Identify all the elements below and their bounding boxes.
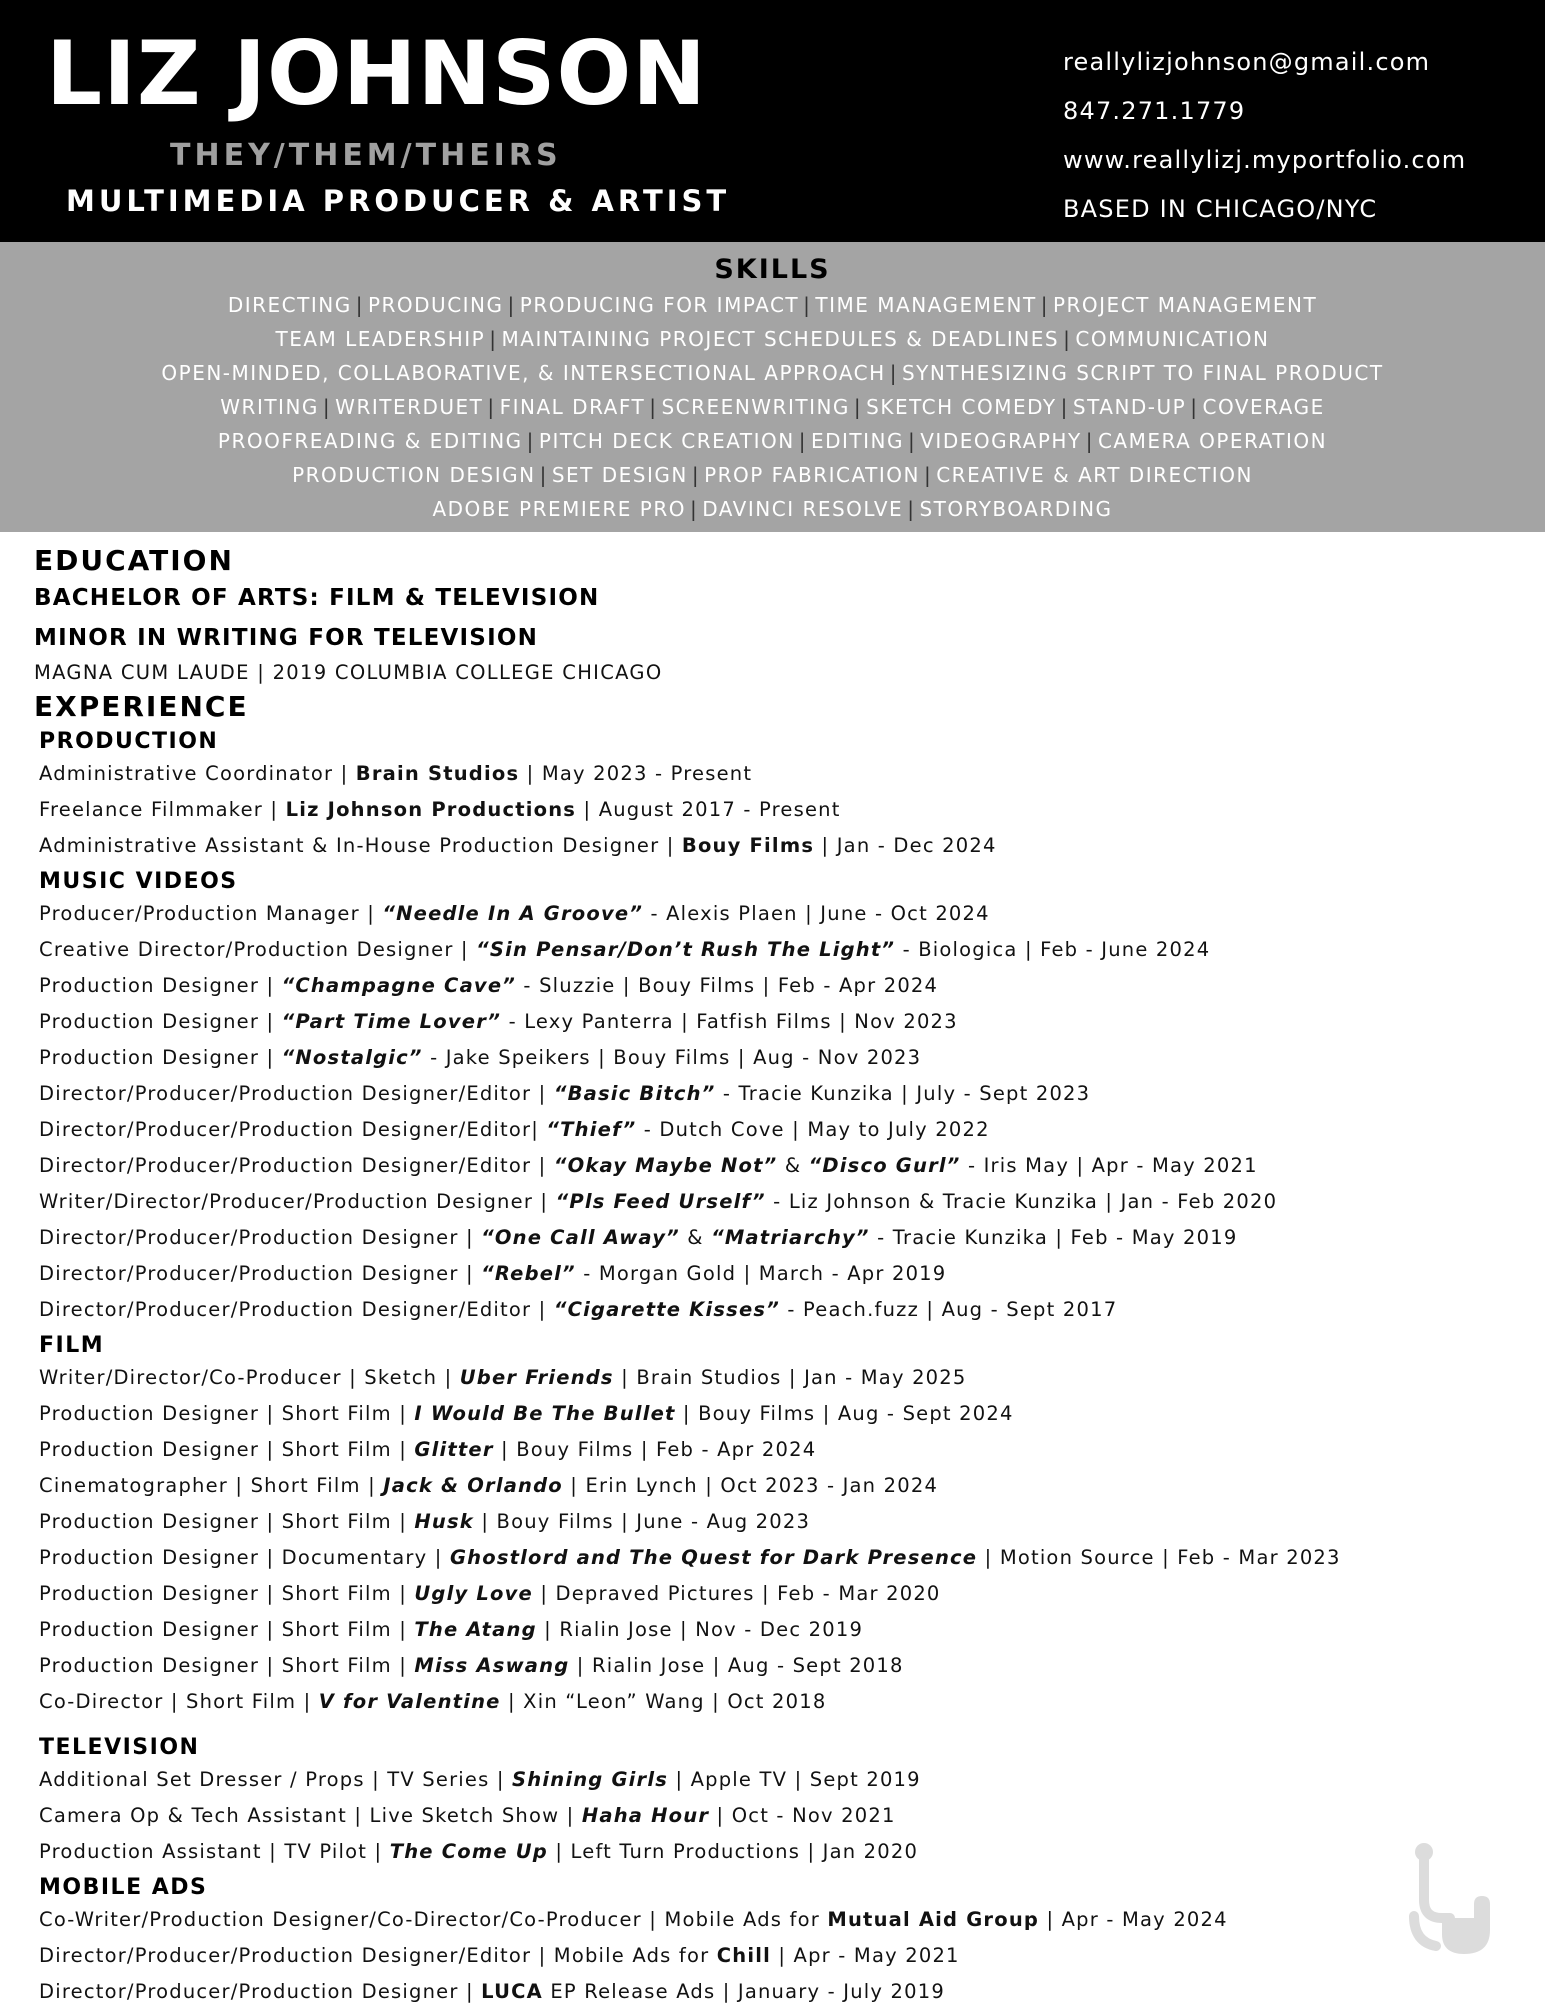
skill-item: CAMERA OPERATION xyxy=(1097,429,1328,453)
experience-entry xyxy=(39,1684,1524,1720)
experience-entry xyxy=(39,1540,1524,1576)
entry-highlight: Chill xyxy=(716,1944,771,1967)
skill-item: WRITERDUET xyxy=(335,395,484,419)
skills-line xyxy=(0,288,1545,322)
entry-highlight: “Okay Maybe Not” xyxy=(553,1154,778,1177)
skill-item: SCREENWRITING xyxy=(661,395,850,419)
experience-entry xyxy=(39,1974,1524,2010)
skill-item: EDITING xyxy=(810,429,904,453)
entry-highlight: “Rebel” xyxy=(481,1262,576,1285)
applicant-name: LIZ JOHNSON xyxy=(46,22,707,125)
entry-highlight: Ghostlord and The Quest for Dark Presence xyxy=(449,1546,978,1569)
entry-text: Co-Writer/Production Designer/Co-Director/Co-Producer | Mobile Ads for xyxy=(39,1908,828,1931)
entry-text: Production Assistant | TV Pilot | xyxy=(39,1840,390,1863)
entry-text: Cinematographer | Short Film | xyxy=(39,1474,384,1497)
experience-entry xyxy=(39,1432,1524,1468)
skill-separator: | xyxy=(803,293,812,317)
entry-text: - Sluzzie | Bouy Films | Feb - Apr 2024 xyxy=(516,974,939,997)
entry-highlight: Liz Johnson Productions xyxy=(285,798,577,821)
experience-entry xyxy=(39,1648,1524,1684)
experience-entry xyxy=(39,1798,1524,1834)
skill-separator: | xyxy=(489,327,498,351)
entry-highlight: “Disco Gurl” xyxy=(808,1154,961,1177)
experience-entry xyxy=(39,1902,1524,1938)
skill-separator: | xyxy=(907,429,917,453)
experience-heading: EXPERIENCE xyxy=(34,690,249,723)
entry-text: - Biologica | Feb - June 2024 xyxy=(895,938,1211,961)
entry-highlight: Uber Friends xyxy=(459,1366,614,1389)
entry-text: Director/Producer/Production Designer/Editor | xyxy=(39,1082,554,1105)
entry-text: Production Designer | Short Film | xyxy=(39,1402,415,1425)
entry-highlight: I Would Be The Bullet xyxy=(414,1402,676,1425)
experience-entry xyxy=(39,1612,1524,1648)
entry-highlight: The Atang xyxy=(414,1618,537,1641)
skill-item: SYNTHESIZING SCRIPT TO FINAL PRODUCT xyxy=(901,361,1384,385)
skill-item: PROP FABRICATION xyxy=(704,463,920,487)
entry-text: | Rialin Jose | Nov - Dec 2019 xyxy=(536,1618,864,1641)
skill-item: TEAM LEADERSHIP xyxy=(275,327,486,351)
entry-highlight: Miss Aswang xyxy=(414,1654,570,1677)
entry-text: - Liz Johnson & Tracie Kunzika | Jan - Feb 2020 xyxy=(765,1190,1278,1213)
skill-item: STAND-UP xyxy=(1072,395,1187,419)
entry-text: - Tracie Kunzika | July - Sept 2023 xyxy=(715,1082,1091,1105)
entry-highlight: “Pls Feed Urself” xyxy=(555,1190,766,1213)
experience-entry xyxy=(39,1076,1524,1112)
entry-highlight: The Come Up xyxy=(389,1840,548,1863)
entry-text: Production Designer | Short Film | xyxy=(39,1618,415,1641)
entry-text: - Tracie Kunzika | Feb - May 2019 xyxy=(869,1226,1238,1249)
entry-text: Writer/Director/Producer/Production Designer | xyxy=(39,1190,556,1213)
skill-item: PROJECT MANAGEMENT xyxy=(1052,293,1318,317)
entry-text: Writer/Director/Co-Producer | Sketch | xyxy=(39,1366,460,1389)
entry-highlight: Mutual Aid Group xyxy=(827,1908,1040,1931)
skill-item: COMMUNICATION xyxy=(1075,327,1270,351)
skill-separator: | xyxy=(539,463,548,487)
entry-text: | Motion Source | Feb - Mar 2023 xyxy=(977,1546,1341,1569)
entry-text: Production Designer | Short Film | xyxy=(39,1582,415,1605)
experience-entry xyxy=(39,968,1524,1004)
entry-highlight: Bouy Films xyxy=(681,834,815,857)
phone-number[interactable]: 847.271.1779 xyxy=(1063,97,1246,125)
entry-text: Production Designer | xyxy=(39,1046,282,1069)
entry-text: - Morgan Gold | March - Apr 2019 xyxy=(575,1262,947,1285)
experience-entry xyxy=(39,1762,1524,1798)
entry-text: Director/Producer/Production Designer | xyxy=(39,1226,482,1249)
experience-entry xyxy=(39,1938,1524,1974)
entry-text: Administrative Assistant & In-House Production Designer | xyxy=(39,834,682,857)
experience-section-heading: MOBILE ADS xyxy=(39,1875,208,1900)
skill-item: PRODUCTION DESIGN xyxy=(292,463,536,487)
entry-highlight: LUCA xyxy=(481,1980,543,2003)
entry-highlight: Shining Girls xyxy=(512,1768,669,1791)
skill-separator: | xyxy=(526,429,535,453)
entry-text: | Rialin Jose | Aug - Sept 2018 xyxy=(569,1654,904,1677)
entry-highlight: “Thief” xyxy=(546,1118,637,1141)
entry-text: Director/Producer/Production Designer | xyxy=(39,1980,482,2003)
entry-text: - Lexy Panterra | Fatfish Films | Nov 2023 xyxy=(501,1010,958,1033)
entry-text: | Apple TV | Sept 2019 xyxy=(668,1768,921,1791)
entry-text: | Apr - May 2021 xyxy=(770,1944,960,1967)
skill-separator: | xyxy=(1085,429,1094,453)
entry-text: Production Designer | Short Film | xyxy=(39,1510,415,1533)
skill-separator: | xyxy=(889,361,898,385)
entry-text: | Erin Lynch | Oct 2023 - Jan 2024 xyxy=(562,1474,939,1497)
experience-entry xyxy=(39,1040,1524,1076)
entry-text: Director/Producer/Production Designer/Editor | xyxy=(39,1154,554,1177)
skill-separator: | xyxy=(487,395,496,419)
experience-entry xyxy=(39,1112,1524,1148)
entry-highlight: V for Valentine xyxy=(318,1690,501,1713)
degree: BACHELOR OF ARTS: FILM & TELEVISION xyxy=(34,585,600,611)
experience-entry xyxy=(39,756,1524,792)
skills-line xyxy=(0,322,1545,356)
entry-text: Director/Producer/Production Designer/Editor| xyxy=(39,1118,547,1141)
entry-highlight: “Nostalgic” xyxy=(281,1046,423,1069)
entry-highlight: “Cigarette Kisses” xyxy=(553,1298,780,1321)
entry-text: Additional Set Dresser / Props | TV Series | xyxy=(39,1768,513,1791)
skills-list xyxy=(0,288,1545,526)
experience-entry xyxy=(39,1256,1524,1292)
entry-highlight: “Basic Bitch” xyxy=(553,1082,716,1105)
skills-line xyxy=(0,356,1545,390)
entry-text: | Bouy Films | Feb - Apr 2024 xyxy=(493,1438,817,1461)
entry-text: Producer/Production Manager | xyxy=(39,902,383,925)
entry-highlight: Glitter xyxy=(414,1438,494,1461)
skill-separator: | xyxy=(853,395,863,419)
entry-text: - Iris May | Apr - May 2021 xyxy=(960,1154,1258,1177)
skill-item: PRODUCING xyxy=(367,293,504,317)
entry-text: | August 2017 - Present xyxy=(576,798,841,821)
entry-highlight: Haha Hour xyxy=(581,1804,710,1827)
entry-highlight: Ugly Love xyxy=(414,1582,533,1605)
skill-separator: | xyxy=(1060,395,1069,419)
experience-entry xyxy=(39,828,1524,864)
lj-monogram-icon xyxy=(1408,1838,1496,1958)
location: BASED IN CHICAGO/NYC xyxy=(1063,195,1378,223)
minor: MINOR IN WRITING FOR TELEVISION xyxy=(34,625,539,651)
professional-title: MULTIMEDIA PRODUCER & ARTIST xyxy=(66,184,731,218)
skill-separator: | xyxy=(691,463,701,487)
entry-text: | Left Turn Productions | Jan 2020 xyxy=(547,1840,919,1863)
entry-highlight: “One Call Away” xyxy=(481,1226,680,1249)
skill-item: PRODUCING FOR IMPACT xyxy=(519,293,800,317)
skill-item: SET DESIGN xyxy=(551,463,688,487)
experience-entry xyxy=(39,1576,1524,1612)
entry-text: Production Designer | Short Film | xyxy=(39,1654,415,1677)
experience-entry xyxy=(39,1292,1524,1328)
entry-text: | Bouy Films | Aug - Sept 2024 xyxy=(675,1402,1014,1425)
entry-text: - Dutch Cove | May to July 2022 xyxy=(636,1118,990,1141)
entry-highlight: “Champagne Cave” xyxy=(281,974,517,997)
skills-line xyxy=(0,390,1545,424)
entry-text: Director/Producer/Production Designer/Editor | Mobile Ads for xyxy=(39,1944,717,1967)
skill-separator: | xyxy=(1063,327,1072,351)
experience-entry xyxy=(39,896,1524,932)
entry-text: | Xin “Leon” Wang | Oct 2018 xyxy=(500,1690,827,1713)
skill-item: FINAL DRAFT xyxy=(499,395,646,419)
skill-item: CREATIVE & ART DIRECTION xyxy=(936,463,1253,487)
email-link[interactable]: reallylizjohnson@gmail.com xyxy=(1063,48,1431,76)
education-details: MAGNA CUM LAUDE | 2019 COLUMBIA COLLEGE CHICAGO xyxy=(34,661,663,684)
entry-highlight: “Sin Pensar/Don’t Rush The Light” xyxy=(476,938,896,961)
entry-text: Production Designer | Documentary | xyxy=(39,1546,450,1569)
experience-entry xyxy=(39,1396,1524,1432)
entry-text: | Apr - May 2024 xyxy=(1039,1908,1228,1931)
experience-entry xyxy=(39,1220,1524,1256)
skill-item: PITCH DECK CREATION xyxy=(538,429,795,453)
skill-item: DIRECTING xyxy=(227,293,352,317)
skill-separator: | xyxy=(507,293,516,317)
pronouns: THEY/THEM/THEIRS xyxy=(170,138,562,173)
entry-text: | Bouy Films | June - Aug 2023 xyxy=(473,1510,811,1533)
entry-text: Administrative Coordinator | xyxy=(39,762,356,785)
skills-heading: SKILLS xyxy=(714,254,831,285)
skill-separator: | xyxy=(689,497,699,521)
skills-section xyxy=(0,242,1545,532)
entry-text: Production Designer | xyxy=(39,974,282,997)
skills-line xyxy=(0,492,1545,526)
experience-section-heading: PRODUCTION xyxy=(39,729,219,754)
experience-entry xyxy=(39,1468,1524,1504)
skill-item: PROOFREADING & EDITING xyxy=(217,429,523,453)
education-heading: EDUCATION xyxy=(34,544,234,577)
experience-sections xyxy=(34,728,1524,2010)
entry-text: Co-Director | Short Film | xyxy=(39,1690,319,1713)
skill-separator: | xyxy=(322,395,332,419)
skills-line xyxy=(0,424,1545,458)
experience-entry xyxy=(39,1148,1524,1184)
entry-highlight: Jack & Orlando xyxy=(383,1474,563,1497)
experience-section-heading: TELEVISION xyxy=(39,1735,200,1760)
experience-section-heading: MUSIC VIDEOS xyxy=(39,869,238,894)
entry-text: Director/Producer/Production Designer/Editor | xyxy=(39,1298,554,1321)
entry-text: Director/Producer/Production Designer | xyxy=(39,1262,482,1285)
entry-text: Production Designer | Short Film | xyxy=(39,1438,415,1461)
skill-item: TIME MANAGEMENT xyxy=(815,293,1037,317)
skill-item: COVERAGE xyxy=(1202,395,1325,419)
experience-entry xyxy=(39,932,1524,968)
experience-entry xyxy=(39,1004,1524,1040)
skill-item: DAVINCI RESOLVE xyxy=(702,497,904,521)
skill-item: OPEN-MINDED, COLLABORATIVE, & INTERSECTIONAL APPROACH xyxy=(161,361,886,385)
skill-item: STORYBOARDING xyxy=(919,497,1113,521)
skill-item: VIDEOGRAPHY xyxy=(920,429,1082,453)
entry-text: | Oct - Nov 2021 xyxy=(709,1804,896,1827)
experience-entry xyxy=(39,1184,1524,1220)
entry-text: & xyxy=(777,1154,809,1177)
skill-item: WRITING xyxy=(220,395,319,419)
entry-highlight: Husk xyxy=(414,1510,474,1533)
entry-text: | Depraved Pictures | Feb - Mar 2020 xyxy=(532,1582,941,1605)
skill-separator: | xyxy=(923,463,933,487)
entry-highlight: “Matriarchy” xyxy=(711,1226,870,1249)
skill-separator: | xyxy=(907,497,916,521)
experience-entry xyxy=(39,1360,1524,1396)
portfolio-link[interactable]: www.reallylizj.myportfolio.com xyxy=(1063,146,1467,174)
entry-text: Camera Op & Tech Assistant | Live Sketch Show | xyxy=(39,1804,582,1827)
contact-info xyxy=(1063,42,1533,238)
entry-highlight: “Needle In A Groove” xyxy=(382,902,644,925)
skill-item: ADOBE PREMIERE PRO xyxy=(432,497,686,521)
entry-text: | Jan - Dec 2024 xyxy=(814,834,997,857)
entry-text: | Brain Studios | Jan - May 2025 xyxy=(613,1366,967,1389)
skills-line xyxy=(0,458,1545,492)
skill-separator: | xyxy=(1190,395,1199,419)
entry-text: EP Release Ads | January - July 2019 xyxy=(542,1980,945,2003)
skill-separator: | xyxy=(798,429,807,453)
entry-text: - Peach.fuzz | Aug - Sept 2017 xyxy=(779,1298,1118,1321)
entry-highlight: Brain Studios xyxy=(355,762,520,785)
entry-text: - Jake Speikers | Bouy Films | Aug - Nov 2023 xyxy=(422,1046,922,1069)
skill-separator: | xyxy=(1040,293,1049,317)
entry-highlight: “Part Time Lover” xyxy=(281,1010,502,1033)
skill-item: MAINTAINING PROJECT SCHEDULES & DEADLINES xyxy=(501,327,1060,351)
entry-text: - Alexis Plaen | June - Oct 2024 xyxy=(643,902,990,925)
entry-text: | May 2023 - Present xyxy=(519,762,753,785)
entry-text: Production Designer | xyxy=(39,1010,282,1033)
experience-entry xyxy=(39,1504,1524,1540)
entry-text: Creative Director/Production Designer | xyxy=(39,938,477,961)
entry-text: Freelance Filmmaker | xyxy=(39,798,286,821)
experience-entry xyxy=(39,1834,1524,1870)
resume-header xyxy=(0,0,1545,242)
experience-entry xyxy=(39,792,1524,828)
skill-separator: | xyxy=(355,293,364,317)
skill-item: SKETCH COMEDY xyxy=(866,395,1057,419)
resume-body xyxy=(34,544,1524,2010)
experience-section-heading: FILM xyxy=(39,1333,105,1358)
entry-text: & xyxy=(679,1226,712,1249)
skill-separator: | xyxy=(649,395,658,419)
